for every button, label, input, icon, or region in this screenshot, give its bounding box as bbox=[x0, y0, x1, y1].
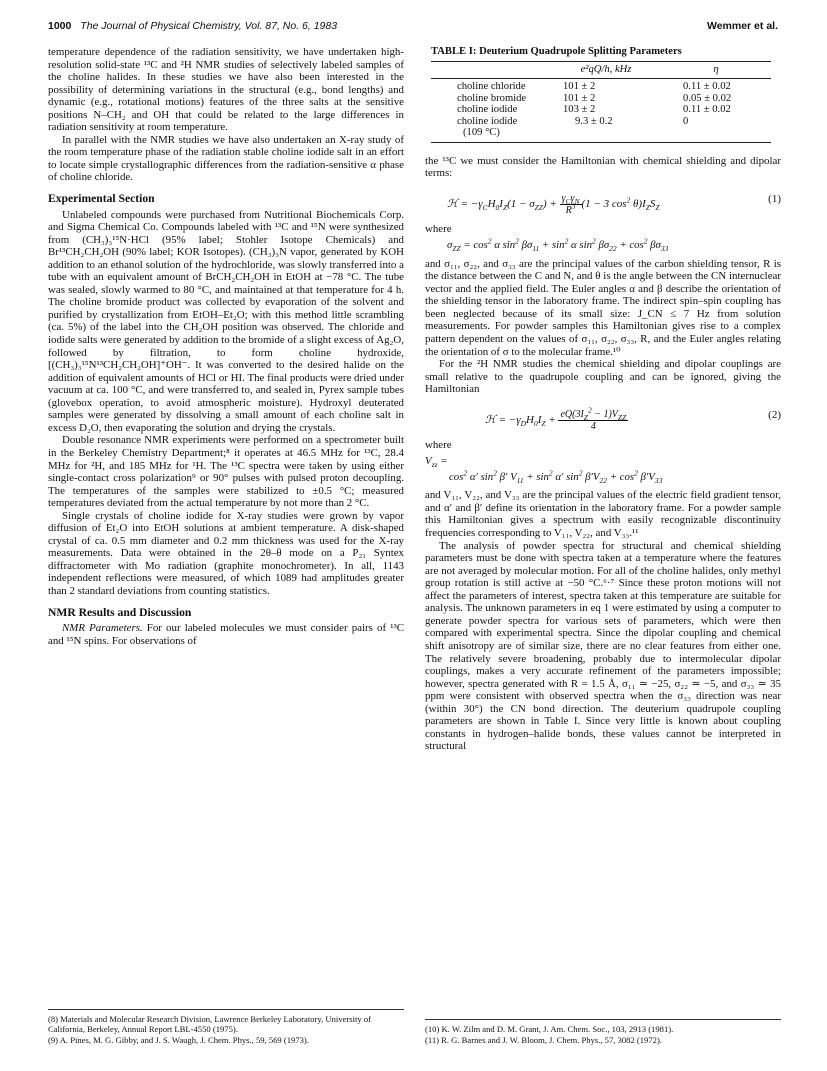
equation-1-body: ℋ = $-\gamma_CH_0I_Z(1 - \sigma_{ZZ})$ + $\frac{\gamma_C\gamma_N}{R^3}$ (1 − 3 $\cos^2 \theta)I_ZS_Z$ bbox=[447, 192, 660, 216]
left-column bbox=[48, 46, 404, 1046]
vzz-definition: $\cos^2 \alpha'$ $\sin^2 \beta'$ $V_{11} + \sin^2 \alpha'$ $\sin^2 \beta'V_{22} + \cos^2 \beta'V_{33}$ bbox=[449, 468, 663, 485]
table-header-eta: η bbox=[661, 61, 771, 79]
table-header-eqq: e²qQ/h, kHz bbox=[551, 61, 661, 79]
table-cell-compound: choline iodide bbox=[457, 104, 518, 116]
table-cell-compound: choline chloride bbox=[457, 81, 526, 93]
header-authors: Wemmer et al. bbox=[706, 20, 778, 32]
right-column bbox=[425, 46, 781, 1046]
table-cell-temperature: (109 °C) bbox=[431, 127, 551, 142]
table-cell-eta: 0.05 ± 0.02 bbox=[683, 92, 732, 104]
table-caption: TABLE I: Deuterium Quadrupole Splitting Parameters bbox=[431, 46, 682, 57]
table-header-blank bbox=[431, 61, 551, 79]
table-cell-eta: 0.11 ± 0.02 bbox=[683, 104, 731, 116]
paragraph-hamiltonian-intro: the ¹³C we must consider the Hamiltonian with chemical shielding and dipolar terms: bbox=[425, 154, 781, 180]
equation-2-number: (2) bbox=[768, 408, 781, 421]
heading-experimental: Experimental Section bbox=[48, 192, 155, 206]
table-cell-eqq: 101 ± 2 bbox=[563, 92, 596, 104]
table-cell-eta: 0 bbox=[683, 115, 689, 127]
where-2: where bbox=[425, 438, 452, 451]
table-cell-eqq: 101 ± 2 bbox=[563, 81, 596, 93]
paragraph-intro: temperature dependence of the radiation sensitivity, we have undertaken high-resolution solid-state ¹³C and ²H NMR studies of selectively labeled samples of the choline halides. In these studies we have also been interested in the possibility of determining variations in the structural (e.g., bond lengths) and dynamic (e.g., rotational motions) features of the three salts at the sensitive positions N–CH₂ and OH that could be related to the large differences in radiation sensitivity at room temperature. bbox=[48, 46, 404, 134]
paragraph-nmr-parameters bbox=[48, 622, 404, 647]
table-row bbox=[431, 127, 771, 142]
table-row bbox=[431, 116, 771, 128]
sigma-zz-definition: $\sigma_{ZZ} = \cos^2 \alpha$ $\sin^2 \beta\sigma_{11} + \sin^2 \alpha$ $\sin^2 \beta\sigma_{22} + \cos^2 \beta\sigma_{33}$ bbox=[447, 236, 669, 254]
paragraph-xray-intro: In parallel with the NMR studies we have also undertaken an X-ray study of the room temperature phase of the radiation stable choline iodide salt in an effort to locate simple crystallographic differences from the radiation-sensitive α phase of choline chloride. bbox=[48, 133, 404, 184]
table-row bbox=[431, 79, 771, 93]
equation-2-body: ℋ = $-\gamma_DH_0I_Z$ + $\frac{eQ(3I_Z^2 - 1)V_{ZZ}}{4}$ bbox=[485, 405, 627, 432]
paragraph-powder-analysis: The analysis of powder spectra for structural and chemical shielding parameters must be done with spectra taken at a temperature where the features are not averaged by molecular motion. For all of the choline halides, only methyl group rotation is still active at −50 °C.⁶·⁷ Since these proton motions will not affect the parameters of interest, spectra taken at this temperature are suitable for analysis. The unknown parameters in eq 1 were estimated by using a computer to generate powder spectra for various sets of parameters, which were then compared with experimental spectra. Since the dipolar coupling and chemical shift anisotropy are of similar size, there are no clear features from either one. The relatively severe broadening, probably due to intermolecular dipolar couplings, makes a very accurate refinement of the parameters impossible; however, spectra generated with R = 1.5 Å, σ₁₁ ≃ −25, σ₂₂ ≃ −5, and σ₃₃ ≃ 35 ppm were consistent with observed spectra when the σ₃₃ direction was near (within 30°) the CN bond direction. The deuterium quadrupole coupling parameters are shown in Table I. Since very little is known about coupling constants in hydrogen–halide bonds, these values cannot be interpreted in structural bbox=[425, 539, 781, 753]
footnote-10: (10) K. W. Zilm and D. M. Grant, J. Am. Chem. Soc., 103, 2913 (1981). bbox=[425, 1024, 674, 1034]
equation-2 bbox=[425, 401, 781, 435]
paragraph-shielding-tensor: and σ₁₁, σ₂₂, and σ₃₃ are the principal values of the carbon shielding tensor, R is the distance between the C and N, and θ is the angle between the CN internuclear vector and the applied field. The Euler angles α and β describe the orientation of the shielding tensor in the laboratory frame. The indirect spin–spin coupling has been neglected because of its small size: J_CN ≤ 7 Hz from solution measurements. For powder samples this Hamiltonian gives rise to a complex pattern dependent on the values of σ₁₁, σ₂₂, σ₃₃, R, and the Euler angles relating the orientation of σ to the molecular frame.¹⁰ bbox=[425, 257, 781, 358]
running-header bbox=[48, 20, 778, 34]
run-in-heading: NMR Parameters. bbox=[62, 622, 143, 635]
equation-1 bbox=[425, 185, 781, 219]
footnote-8: (8) Materials and Molecular Research Division, Lawrence Berkeley Laboratory, University of California, Berkeley, Annual Report LBL-4550 (1975). bbox=[48, 1014, 372, 1034]
journal-citation: The Journal of Physical Chemistry, Vol. 87, No. 6, 1983 bbox=[80, 20, 338, 32]
quadrupole-table bbox=[431, 61, 771, 143]
footnotes-left bbox=[48, 1009, 404, 1046]
header-left bbox=[48, 20, 337, 32]
paragraph-crystal-growth: Single crystals of choline iodide for X-ray studies were grown by vapor diffusion of Et₂O into EtOH solutions at ambient temperature. A disk-shaped crystal of ca. 0.5 mm diameter and 0.2 mm thickness was used for the X-ray measurements. Data were obtained in the 2θ–θ mode on a P₂₁ Syntex diffractometer with Mo radiation (graphite monochrometer). In all, 1143 independent reflections were measured, of which 1089 had amplitudes greater than 2 standard deviations from counting statistics. bbox=[48, 509, 404, 597]
paragraph-synthesis: Unlabeled compounds were purchased from Nutritional Biochemicals Corp. and Sigma Chemical Co. Compounds labeled with ¹³C and ¹⁵N were synthesized from (CH₃)₃¹⁵N·HCl (95% label; Stohler Isotope Chemicals) and Br¹³CH₂CH₂OH (90% label; KOR Isotopes). (CH₃)₃N vapor, generated by KOH addition to an ethanol solution of the hydrochloride, was slowly transferred into a tube with an equivalent amount of BrCH₂CH₂OH in EtOH at −78 °C. The tube was sealed, slowly warmed to 80 °C, and maintained at that temperature for 4 h. The choline bromide product was collected by evaporation of the solvent and purified by crystallization from EtOH–Et₂O; with this method little scrambling (ca. 5%) of the label into the CH₂OH position was observed. The chloride and iodide salts were generated by addition to the bromide of a slight excess of Ag₂O, followed by filtration, to form choline hydroxide, [(CH₃)₃¹⁵N¹³CH₂CH₂OH]⁺OH⁻. It was converted to the desired halide on the addition of equivalent amounts of HCl or HI. The final products were dried under vacuum at ca. 100 °C, and were transferred to, and sealed in, Pyrex sample tubes (glovebox operation, to avoid atmospheric moisture). Hydroxyl deuterated samples were generated by dissolving a small amount of each choline salt in excess D₂O, then evaporating the solution and drying the crystals. bbox=[48, 208, 404, 434]
equation-1-number: (1) bbox=[768, 192, 781, 205]
page-number: 1000 bbox=[48, 20, 72, 32]
footnote-9: (9) A. Pines, M. G. Gibby, and J. S. Waugh, J. Chem. Phys., 59, 569 (1973). bbox=[48, 1035, 309, 1045]
footnotes-right bbox=[425, 1019, 781, 1046]
paragraph-efg-tensor: and V₁₁, V₂₂, and V₃₃ are the principal values of the electric field gradient tensor, and α′ and β′ define its orientation in the laboratory frame. For a powder sample this Hamiltonian gives a spectrum with easily recognizable discontinuity frequencies corresponding to V₁₁, V₂₂, and V₃₃.¹¹ bbox=[425, 489, 781, 540]
table-row bbox=[431, 93, 771, 105]
heading-results: NMR Results and Discussion bbox=[48, 605, 192, 619]
footnote-11: (11) R. G. Barnes and J. W. Bloom, J. Chem. Phys., 57, 3082 (1972). bbox=[425, 1035, 662, 1045]
paragraph-nmr-parameters-text: For our labeled molecules we must consider pairs of ¹³C and ¹⁵N spins. For observations of bbox=[48, 622, 404, 647]
vzz-label: $V_{zz}$ = bbox=[425, 455, 448, 470]
where-1: where bbox=[425, 222, 452, 235]
table-cell-empty bbox=[661, 127, 771, 142]
table-header-row bbox=[431, 61, 771, 79]
table-row bbox=[431, 104, 771, 116]
table-cell-empty bbox=[551, 127, 661, 142]
table-cell-eqq: 9.3 ± 0.2 bbox=[575, 115, 613, 127]
table-cell-eta: 0.11 ± 0.02 bbox=[683, 81, 731, 93]
table-cell-eqq: 103 ± 2 bbox=[563, 104, 596, 116]
paragraph-deuterium-intro: For the ²H NMR studies the chemical shielding and dipolar couplings are small relative to the quadrupole coupling and can be ignored, giving the Hamiltonian bbox=[425, 358, 781, 396]
table-cell-compound: choline bromide bbox=[457, 92, 527, 104]
table-cell-compound: choline iodide bbox=[457, 115, 518, 127]
paragraph-nmr-methods: Double resonance NMR experiments were performed on a spectrometer built in the Berkeley Chemistry Department;⁸ it operates at 46.5 MHz for ¹³C, 28.4 MHz for ²H, and 185 MHz for ¹H. The ¹³C spectra were taken by using either single-contact cross polarization⁹ or 90° pulses with pulsed proton decoupling. The temperatures of the samples were stabilized to ±0.5 °C; measured temperatures deviated from the actual temperature by not more than 2 °C. bbox=[48, 434, 404, 510]
